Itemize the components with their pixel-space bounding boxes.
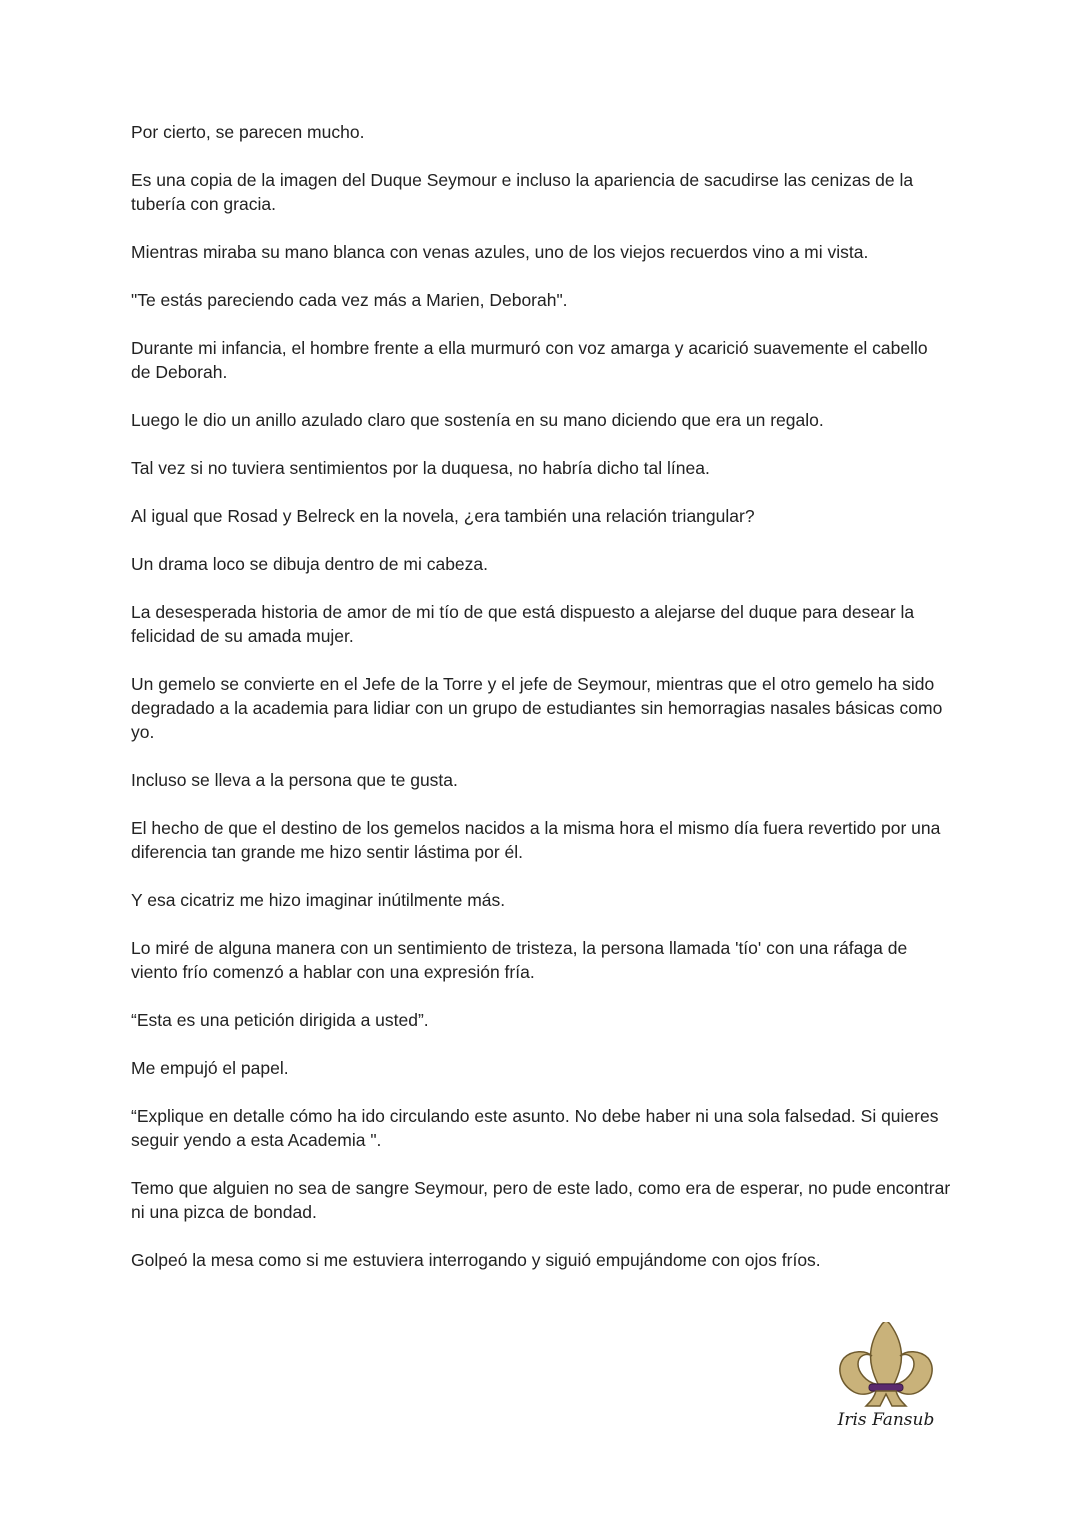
fansub-logo — [836, 1322, 936, 1438]
paragraph-12: Incluso se lleva a la persona que te gusta. — [131, 770, 458, 790]
paragraph-9: Un drama loco se dibuja dentro de mi cabeza. — [131, 554, 489, 574]
fleur-de-lis-icon — [836, 1322, 936, 1410]
paragraph-13: El hecho de que el destino de los gemelos nacidos a la misma hora el mismo día fuera revertido por una diferencia tan grande me hizo sentir lástima por él. — [131, 818, 941, 862]
paragraph-7: Tal vez si no tuviera sentimientos por la duquesa, no habría dicho tal línea. — [131, 458, 710, 478]
paragraph-4: "Te estás pareciendo cada vez más a Marien, Deborah". — [131, 290, 568, 310]
fansub-logo-text: Iris Fansub — [837, 1410, 935, 1430]
paragraph-16: “Esta es una petición dirigida a usted”. — [131, 1010, 429, 1030]
paragraph-6: Luego le dio un anillo azulado claro que sostenía en su mano diciendo que era un regalo. — [131, 410, 824, 430]
paragraph-2: Es una copia de la imagen del Duque Seymour e incluso la apariencia de sacudirse las cenizas de la tubería con gracia. — [131, 170, 914, 214]
paragraph-8: Al igual que Rosad y Belreck en la novela, ¿era también una relación triangular? — [131, 506, 755, 526]
paragraph-5: Durante mi infancia, el hombre frente a ella murmuró con voz amarga y acarició suavemente el cabello de Deborah. — [131, 338, 928, 382]
paragraph-19: Temo que alguien no sea de sangre Seymour, pero de este lado, como era de esperar, no pude encontrar ni una pizca de bondad. — [131, 1178, 951, 1222]
paragraph-11: Un gemelo se convierte en el Jefe de la Torre y el jefe de Seymour, mientras que el otro gemelo ha sido degradado a la academia para lidiar con un grupo de estudiantes sin hemorragias nasales básicas como yo. — [131, 674, 943, 742]
paragraph-1: Por cierto, se parecen mucho. — [131, 122, 365, 142]
paragraph-3: Mientras miraba su mano blanca con venas azules, uno de los viejos recuerdos vino a mi vista. — [131, 242, 869, 262]
paragraph-20: Golpeó la mesa como si me estuviera interrogando y siguió empujándome con ojos fríos. — [131, 1250, 821, 1270]
document-body — [131, 120, 951, 1296]
paragraph-17: Me empujó el papel. — [131, 1058, 289, 1078]
paragraph-14: Y esa cicatriz me hizo imaginar inútilmente más. — [131, 890, 506, 910]
paragraph-10: La desesperada historia de amor de mi tío de que está dispuesto a alejarse del duque para desear la felicidad de su amada mujer. — [131, 602, 915, 646]
paragraph-15: Lo miré de alguna manera con un sentimiento de tristeza, la persona llamada 'tío' con una ráfaga de viento frío comenzó a hablar con una expresión fría. — [131, 938, 908, 982]
paragraph-18: “Explique en detalle cómo ha ido circulando este asunto. No debe haber ni una sola falsedad. Si quieres seguir yendo a esta Academia ". — [131, 1106, 939, 1150]
